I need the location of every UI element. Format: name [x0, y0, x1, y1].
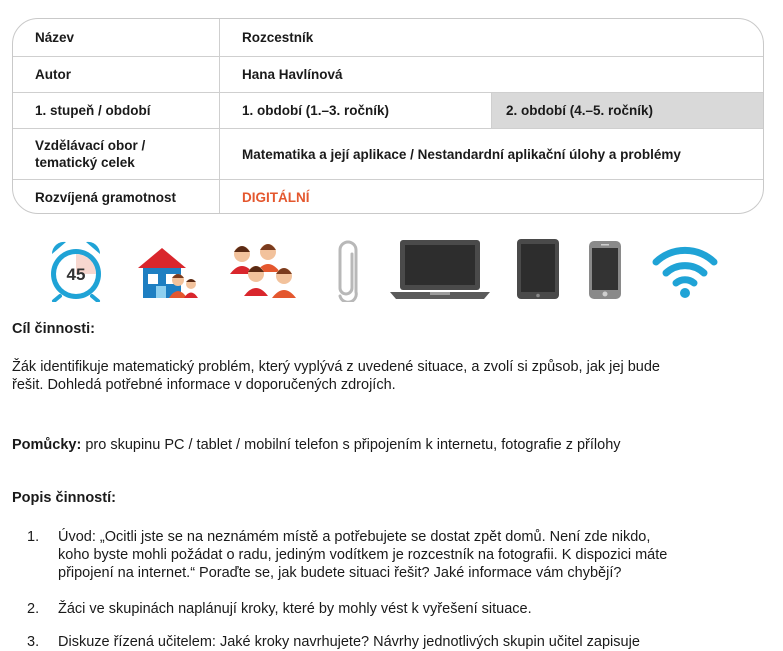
list-item — [58, 600, 766, 618]
description-heading: Popis činností: — [12, 490, 116, 506]
row-title — [13, 19, 763, 56]
value-grade-period-2: 2. období (4.–5. ročník) — [491, 93, 763, 128]
list-item — [58, 528, 766, 582]
step-2-line1: Žáci ve skupinách naplánují kroky, které by mohly vést k vyřešení situace. — [58, 601, 532, 617]
icon-strip — [0, 232, 783, 308]
row-grade — [13, 92, 763, 128]
label-grade: 1. stupeň / období — [35, 103, 151, 118]
label-title: Název — [35, 30, 75, 45]
label-literacy: Rozvíjená gramotnost — [35, 190, 177, 205]
label-subject-line2: tematický celek — [35, 155, 135, 170]
step-1-line2: koho byste mohli požádat o radu, jediným vodítkem je rozcestník na fotografii. K dispozici máte — [58, 547, 668, 563]
step-number: 3. — [27, 634, 40, 650]
goal-text-line1: Žák identifikuje matematický problém, který vyplývá z uvedené situace, a zvolí si způsob, jak jej bude — [12, 359, 660, 375]
goal-text — [12, 358, 767, 394]
paperclip-icon — [336, 240, 360, 302]
goal-heading: Cíl činnosti: — [12, 321, 95, 337]
alarm-clock-icon — [48, 238, 104, 302]
tools-paragraph — [12, 436, 621, 454]
mobile-phone-icon — [588, 240, 622, 300]
clock-label: 45 — [66, 265, 86, 284]
value-title: Rozcestník — [219, 19, 763, 56]
value-literacy: DIGITÁLNÍ — [219, 180, 763, 214]
step-1-line1: Úvod: „Ocitli jste se na neznámém místě a potřebujete se dostat zpět domů. Není zde nikdo, — [58, 529, 651, 545]
value-grade-period-1: 1. období (1.–3. ročník) — [219, 93, 491, 128]
wifi-icon — [652, 242, 718, 300]
label-subject — [13, 129, 219, 179]
list-item — [58, 633, 766, 651]
row-literacy — [13, 179, 763, 214]
value-author: Hana Havlínová — [219, 57, 763, 92]
laptop-icon — [388, 238, 492, 300]
tools-text: pro skupinu PC / tablet / mobilní telefon s připojením k internetu, fotografie z přílohy — [81, 437, 621, 453]
label-author: Autor — [35, 67, 71, 82]
step-number: 1. — [27, 529, 40, 545]
tablet-icon — [516, 238, 560, 300]
row-author — [13, 56, 763, 92]
group-of-people-icon — [226, 238, 300, 302]
step-number: 2. — [27, 601, 40, 617]
step-3-line1: Diskuze řízená učitelem: Jaké kroky navrhujete? Návrhy jednotlivých skupin učitel zapisuje — [58, 634, 640, 650]
step-1-line3: připojení na internet.“ Poraďte se, jak budete situaci řešit? Jaké informace vám chybějí? — [58, 565, 622, 581]
goal-text-line2: řešit. Dohledá potřebné informace v doporučených zdrojích. — [12, 377, 396, 393]
metadata-table — [12, 18, 764, 214]
value-subject: Matematika a její aplikace / Nestandardní aplikační úlohy a problémy — [219, 129, 763, 179]
house-with-children-icon — [134, 242, 200, 300]
tools-label: Pomůcky: — [12, 437, 82, 453]
row-subject — [13, 128, 763, 179]
label-subject-line1: Vzdělávací obor / — [35, 138, 146, 153]
